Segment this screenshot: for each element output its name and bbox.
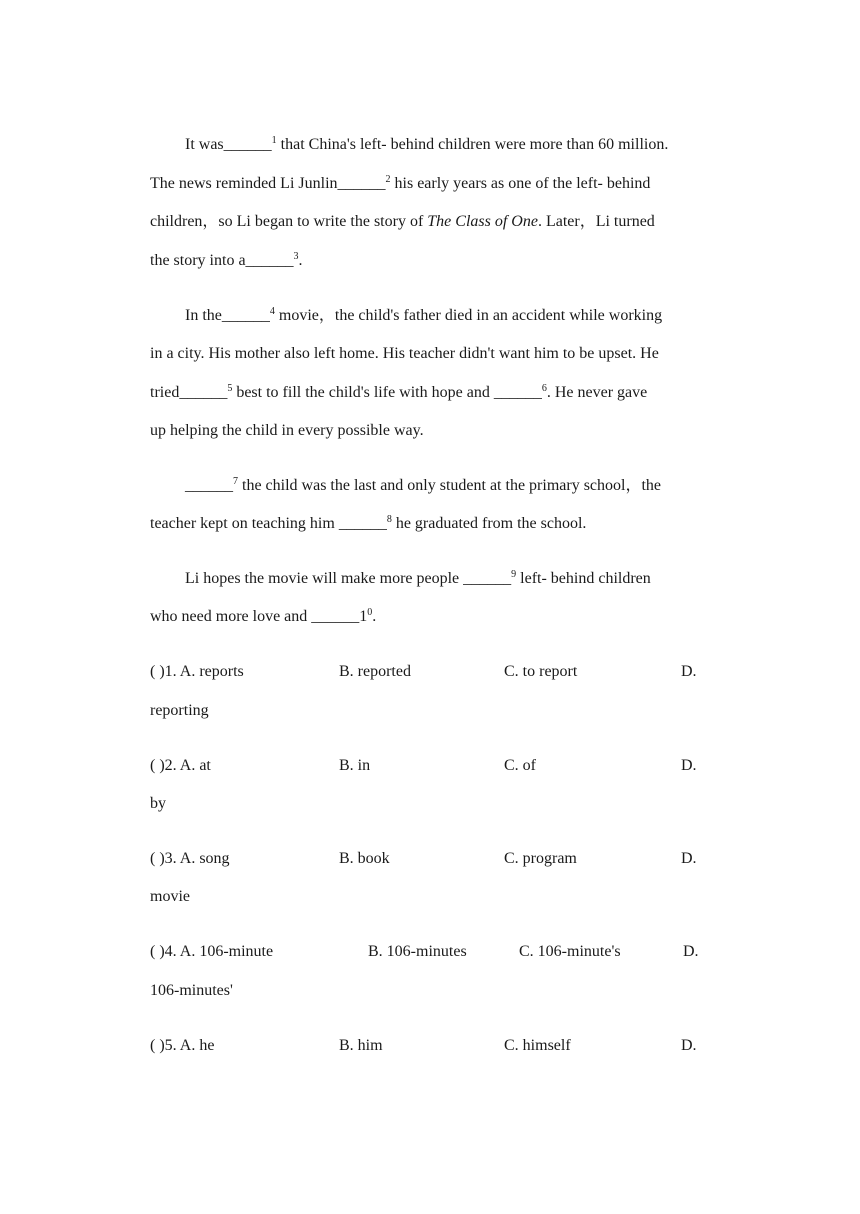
option-d-text: 106-minutes' [150, 982, 233, 999]
blank-number: 8 [386, 514, 392, 525]
passage-line [150, 514, 586, 534]
text: that China's left- behind children were more than 60 million. [276, 136, 669, 153]
text: teacher kept on teaching him ______ [150, 515, 387, 532]
text: . [298, 252, 303, 269]
passage-line [150, 421, 424, 441]
option-d-label: D. [681, 1037, 697, 1054]
passage-line [185, 135, 668, 155]
option-c: C. program [504, 850, 577, 867]
text: . He never gave [546, 384, 648, 401]
blank-number: 2 [385, 174, 391, 185]
passage-line [185, 569, 651, 589]
option-b: B. 106-minutes [368, 943, 467, 960]
blank-number: 3 [293, 251, 299, 262]
option-b: B. reported [339, 663, 411, 680]
text: the child was the last and only student at the primary school，the [238, 477, 662, 494]
text: movie，the child's father died in an accident while working [274, 307, 663, 324]
text: his early years as one of the left- behind [390, 175, 651, 192]
option-d-label: D. [683, 943, 699, 960]
text: ______ [185, 477, 233, 494]
text: . [372, 608, 377, 625]
blank-number: 6 [541, 383, 547, 394]
passage-line [150, 344, 659, 364]
blank-number: 5 [227, 383, 233, 394]
blank-number: 1 [271, 135, 277, 146]
passage-line [150, 607, 376, 627]
text: . Later，Li turned [537, 213, 655, 230]
passage-line [150, 174, 650, 194]
text: The news reminded Li Junlin______ [150, 175, 386, 192]
text: left- behind children [516, 570, 651, 587]
option-b: B. in [339, 757, 371, 774]
passage-line [185, 476, 661, 496]
option-b: B. him [339, 1037, 383, 1054]
text: It was______ [185, 136, 272, 153]
question-stem-option-a: ( )2. A. at [150, 757, 211, 774]
text: Li hopes the movie will make more people ______ [185, 570, 512, 587]
blank-number: 4 [269, 306, 275, 317]
text: tried______ [150, 384, 228, 401]
option-d-label: D. [681, 663, 697, 680]
question-stem-option-a: ( )1. A. reports [150, 663, 244, 680]
text: up helping the child in every possible way. [150, 422, 424, 439]
question-stem-option-a: ( )3. A. song [150, 850, 230, 867]
passage-line [185, 306, 662, 326]
passage-line [150, 383, 647, 403]
blank-number: 9 [511, 569, 517, 580]
blank-number: 0 [367, 607, 373, 618]
option-c: C. of [504, 757, 536, 774]
text: children，so Li began to write the story of [150, 213, 428, 230]
text: in a city. His mother also left home. His teacher didn't want him to be upset. He [150, 345, 659, 362]
passage-line [150, 251, 303, 271]
question-stem-option-a: ( )5. A. he [150, 1037, 215, 1054]
option-d-label: D. [681, 850, 697, 867]
option-c: C. to report [504, 663, 578, 680]
text: he graduated from the school. [391, 515, 587, 532]
text: who need more love and ______1 [150, 608, 368, 625]
question-stem-option-a: ( )4. A. 106-minute [150, 943, 274, 960]
text: the story into a______ [150, 252, 294, 269]
movie-title: The Class of One [427, 213, 538, 230]
text: In the______ [185, 307, 270, 324]
blank-number: 7 [233, 476, 238, 487]
option-c: C. 106-minute's [519, 943, 621, 960]
passage-line [150, 212, 655, 232]
option-d-label: D. [681, 757, 697, 774]
option-c: C. himself [504, 1037, 571, 1054]
option-b: B. book [339, 850, 390, 867]
text: best to fill the child's life with hope and ______ [232, 384, 542, 401]
option-d-text: by [150, 795, 166, 812]
option-d-text: movie [150, 888, 190, 905]
option-d-text: reporting [150, 702, 209, 719]
